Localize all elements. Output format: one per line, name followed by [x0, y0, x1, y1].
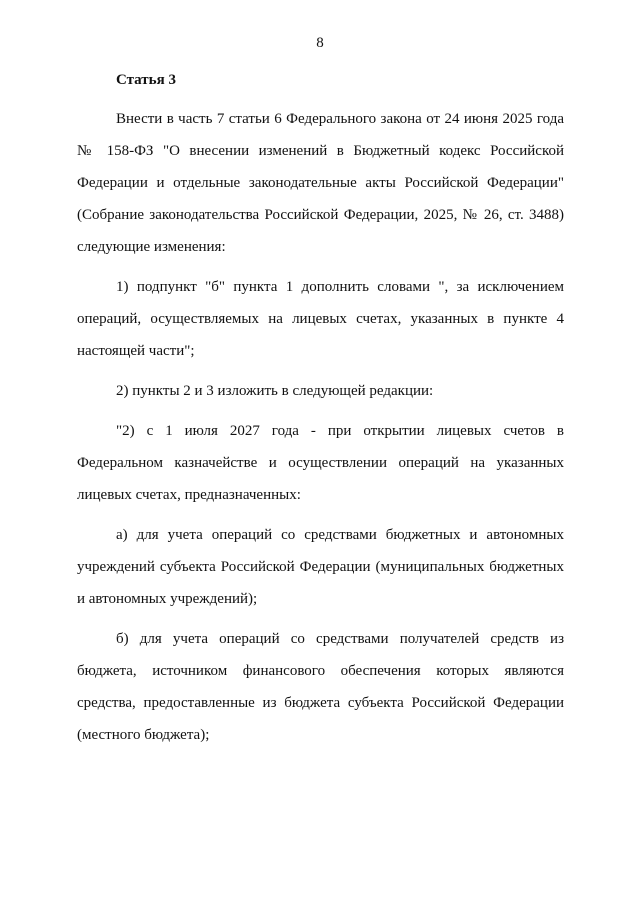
text-line: а) для учета операций со средствами бюджетных и автономных	[116, 527, 564, 543]
text-line: операций, осуществляемых на лицевых счетах, указанных в пункте 4	[77, 311, 564, 327]
text-line: № 158-ФЗ "О внесении изменений в Бюджетный кодекс Российской	[77, 143, 564, 159]
text-line: "2) с 1 июля 2027 года - при открытии лицевых счетов в	[116, 423, 564, 439]
paragraph-subitem-a	[77, 523, 564, 619]
text-line: 2) пункты 2 и 3 изложить в следующей редакции:	[116, 383, 434, 399]
text-line: Федерации и отдельные законодательные акты Российской Федерации"	[77, 175, 564, 191]
text-line: Федеральном казначействе и осуществлении операций на указанных	[77, 455, 564, 471]
text-line: средства, предоставленные из бюджета субъекта Российской Федерации	[77, 695, 564, 711]
text-line: бюджета, источником финансового обеспечения которых являются	[77, 663, 564, 679]
paragraph-subitem-b	[77, 627, 564, 755]
paragraph-intro	[77, 107, 564, 267]
article-title: Статья 3	[116, 72, 176, 88]
text-line: Внести в часть 7 статьи 6 Федерального закона от 24 июня 2025 года	[116, 111, 564, 127]
text-line: и автономных учреждений);	[77, 591, 258, 607]
paragraph-item-2	[77, 379, 564, 411]
text-line: 1) подпункт "б" пункта 1 дополнить словами ", за исключением	[116, 279, 564, 295]
text-line: следующие изменения:	[77, 239, 226, 255]
text-line: (местного бюджета);	[77, 727, 210, 743]
text-line: учреждений субъекта Российской Федерации (муниципальных бюджетных	[77, 559, 564, 575]
page-number: 8	[316, 35, 324, 51]
text-line: настоящей части";	[77, 343, 195, 359]
paragraph-subitem-2	[77, 419, 564, 515]
text-line: б) для учета операций со средствами получателей средств из	[116, 631, 564, 647]
document-body	[77, 107, 564, 755]
text-line: (Собрание законодательства Российской Федерации, 2025, № 26, ст. 3488)	[77, 207, 564, 223]
text-line: лицевых счетах, предназначенных:	[77, 487, 301, 503]
paragraph-item-1	[77, 275, 564, 371]
